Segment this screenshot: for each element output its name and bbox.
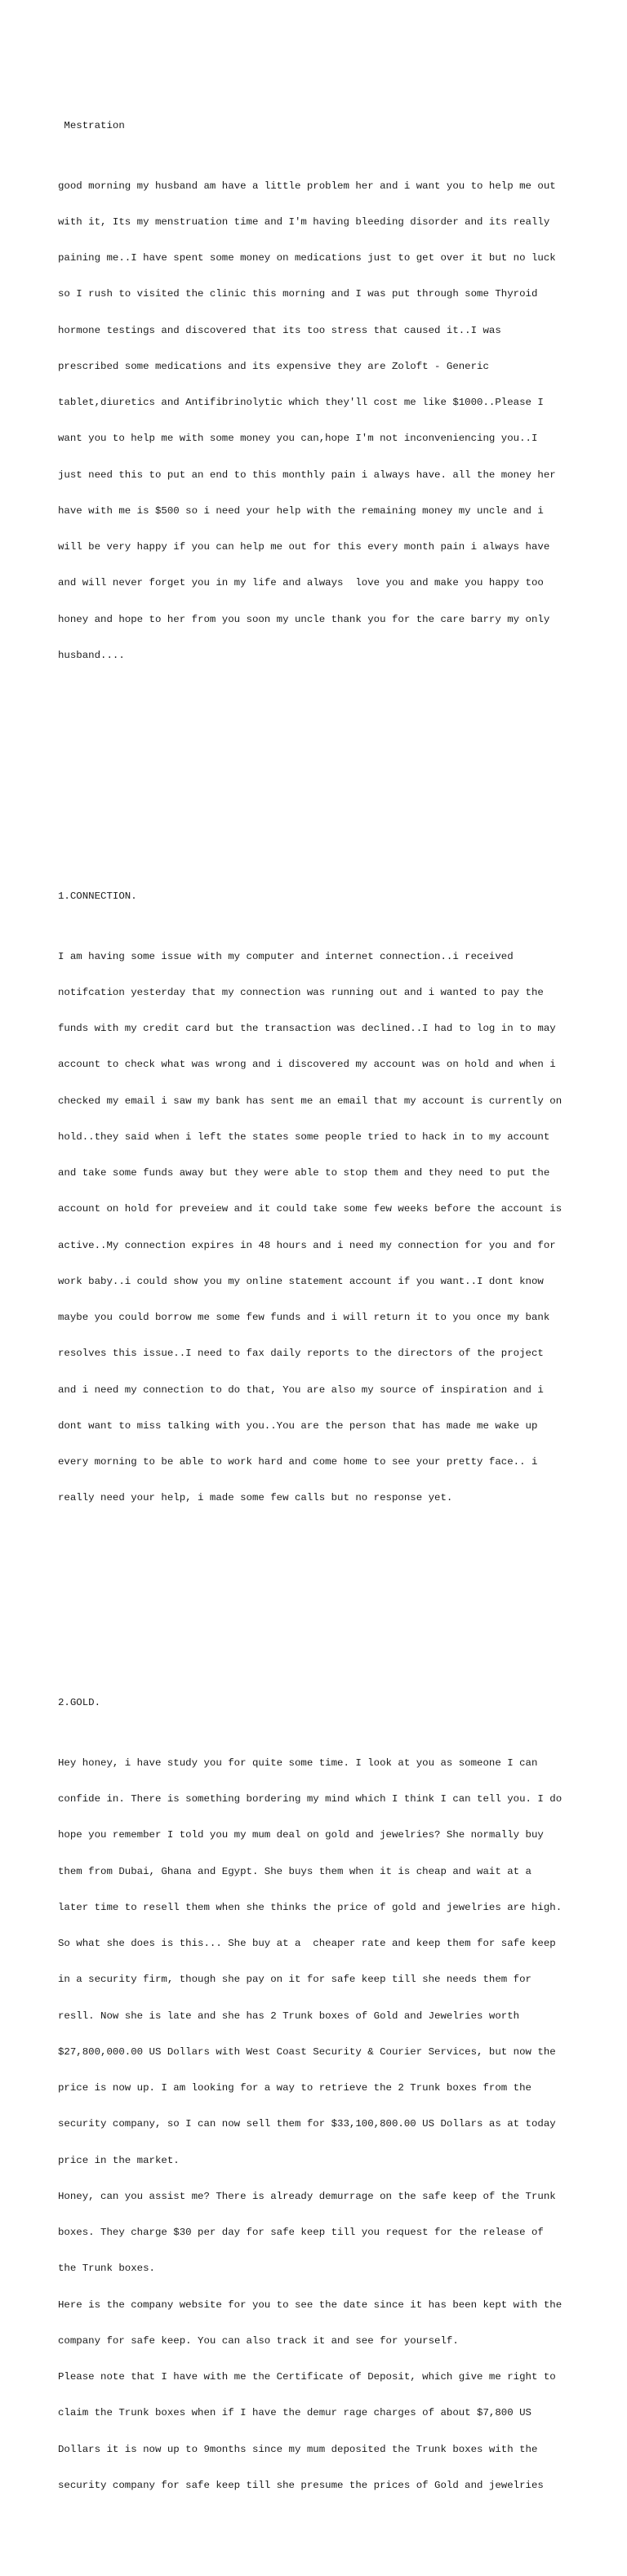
text-line: and will never forget you in my life and always love you and make you happy too — [58, 577, 544, 589]
text-line: Honey, can you assist me? There is already demurrage on the safe keep of the Trunk — [58, 2190, 556, 2202]
text-line: maybe you could borrow me some few funds and i will return it to you once my bank — [58, 1312, 550, 1323]
text-line: prescribed some medications and its expensive they are Zoloft - Generic — [58, 360, 489, 372]
text-line: hope you remember I told you my mum deal on gold and jewelries? She normally buy — [58, 1829, 544, 1841]
text-line: $27,800,000.00 US Dollars with West Coast Security & Courier Services, but now the — [58, 2045, 556, 2058]
text-line: really need your help, i made some few calls but no response yet. — [58, 1492, 453, 1504]
text-line: claim the Trunk boxes when if I have the demur rage charges of about $7,800 US — [58, 2407, 531, 2419]
blank-line — [58, 1588, 580, 1601]
text-line: Hey honey, i have study you for quite some time. I look at you as someone I can — [58, 1757, 538, 1769]
text-line: hold..they said when i left the states some people tried to hack in to my account — [58, 1130, 550, 1143]
document-body — [58, 60, 580, 2576]
text-line: price is now up. I am looking for a way to retrieve the 2 Trunk boxes from the — [58, 2082, 531, 2094]
text-line: will be very happy if you can help me out for this every month pain i always have — [58, 541, 550, 553]
text-line: funds with my credit card but the transaction was declined..I had to log in to may — [58, 1023, 556, 1034]
text-line: work baby..i could show you my online statement account if you want..I dont know — [58, 1275, 544, 1287]
text-line: paining me..I have spent some money on medications just to get over it but no luck — [58, 252, 556, 264]
section-body-connection — [58, 926, 580, 1529]
text-line: hormone testings and discovered that its too stress that caused it..I was — [58, 324, 501, 336]
section-title-connection: 1.CONNECTION. — [58, 890, 137, 902]
blank-line — [58, 782, 580, 794]
section-body-mestration — [58, 156, 580, 686]
text-line: the Trunk boxes. — [58, 2263, 155, 2275]
text-line: every morning to be able to work hard and come home to see your pretty face.. i — [58, 1456, 538, 1468]
blank-line — [58, 746, 580, 758]
section-connection — [58, 866, 580, 1552]
text-line: and take some funds away but they were able to stop them and they need to put the — [58, 1167, 550, 1179]
text-line: security company for safe keep till she presume the prices of Gold and jewelries — [58, 2479, 544, 2491]
text-line: checked my email i saw my bank has sent me an email that my account is currently on — [58, 1095, 563, 1107]
section-gold — [58, 1673, 580, 2540]
text-line: Dollars it is now up to 9months since my mum deposited the Trunk boxes with the — [58, 2443, 538, 2455]
text-line: good morning my husband am have a little problem her and i want you to help me out — [58, 180, 556, 192]
section-body-gold — [58, 1733, 580, 2516]
text-line: confide in. There is something bordering my mind which I think I can tell you. I do — [58, 1793, 563, 1805]
text-line: active..My connection expires in 48 hours and i need my connection for you and for — [58, 1239, 556, 1251]
text-line: account to check what was wrong and i discovered my account was on hold and when i — [58, 1059, 556, 1071]
text-line: dont want to miss talking with you..You are the person that has made me wake up — [58, 1419, 538, 1432]
text-line: later time to resell them when she thinks the price of gold and jewelries are high. — [58, 1901, 563, 1913]
text-line: security company, so I can now sell them for $33,100,800.00 US Dollars as at today — [58, 2118, 556, 2130]
text-line: just need this to put an end to this monthly pain i always have. all the money her — [58, 469, 556, 481]
text-line: tablet,diuretics and Antifibrinolytic which they'll cost me like $1000..Please I — [58, 397, 544, 408]
text-line: have with me is $500 so i need your help with the remaining money my uncle and i — [58, 504, 544, 517]
text-line: so I rush to visited the clinic this morning and I was put through some Thyroid — [58, 288, 538, 300]
text-line: Please note that I have with me the Certificate of Deposit, which give me right to — [58, 2371, 556, 2383]
text-line: in a security firm, though she pay on it for safe keep till she needs them for — [58, 1974, 531, 1986]
text-line: Here is the company website for you to see the date since it has been kept with the — [58, 2298, 563, 2311]
text-line: them from Dubai, Ghana and Egypt. She buys them when it is cheap and wait at a — [58, 1865, 531, 1877]
text-line: with it, Its my menstruation time and I'm having bleeding disorder and its really — [58, 215, 550, 228]
text-line: price in the market. — [58, 2154, 180, 2166]
text-line: notifcation yesterday that my connection was running out and i wanted to pay the — [58, 986, 544, 998]
blank-line — [58, 1625, 580, 1637]
text-line: honey and hope to her from you soon my uncle thank you for the care barry my only — [58, 613, 550, 625]
text-line: I am having some issue with my computer and internet connection..i received — [58, 950, 514, 962]
section-title-gold: 2.GOLD. — [58, 1697, 101, 1708]
text-line: company for safe keep. You can also track it and see for yourself. — [58, 2334, 459, 2347]
section-mestration — [58, 95, 580, 709]
text-line: So what she does is this... She buy at a cheaper rate and keep them for safe keep — [58, 1938, 556, 1949]
text-line: boxes. They charge $30 per day for safe keep till you request for the release of — [58, 2227, 544, 2238]
blank-line — [58, 818, 580, 830]
text-line: want you to help me with some money you can,hope I'm not inconveniencing you..I — [58, 433, 538, 445]
text-line: account on hold for preveiew and it could take some few weeks before the account is — [58, 1203, 563, 1215]
text-line: resll. Now she is late and she has 2 Trunk boxes of Gold and Jewelries worth — [58, 2010, 520, 2022]
text-line: resolves this issue..I need to fax daily reports to the directors of the project — [58, 1348, 544, 1360]
text-line: and i need my connection to do that, You are also my source of inspiration and i — [58, 1383, 544, 1396]
text-line: husband.... — [58, 649, 125, 661]
section-title-mestration: Mestration — [58, 119, 125, 131]
